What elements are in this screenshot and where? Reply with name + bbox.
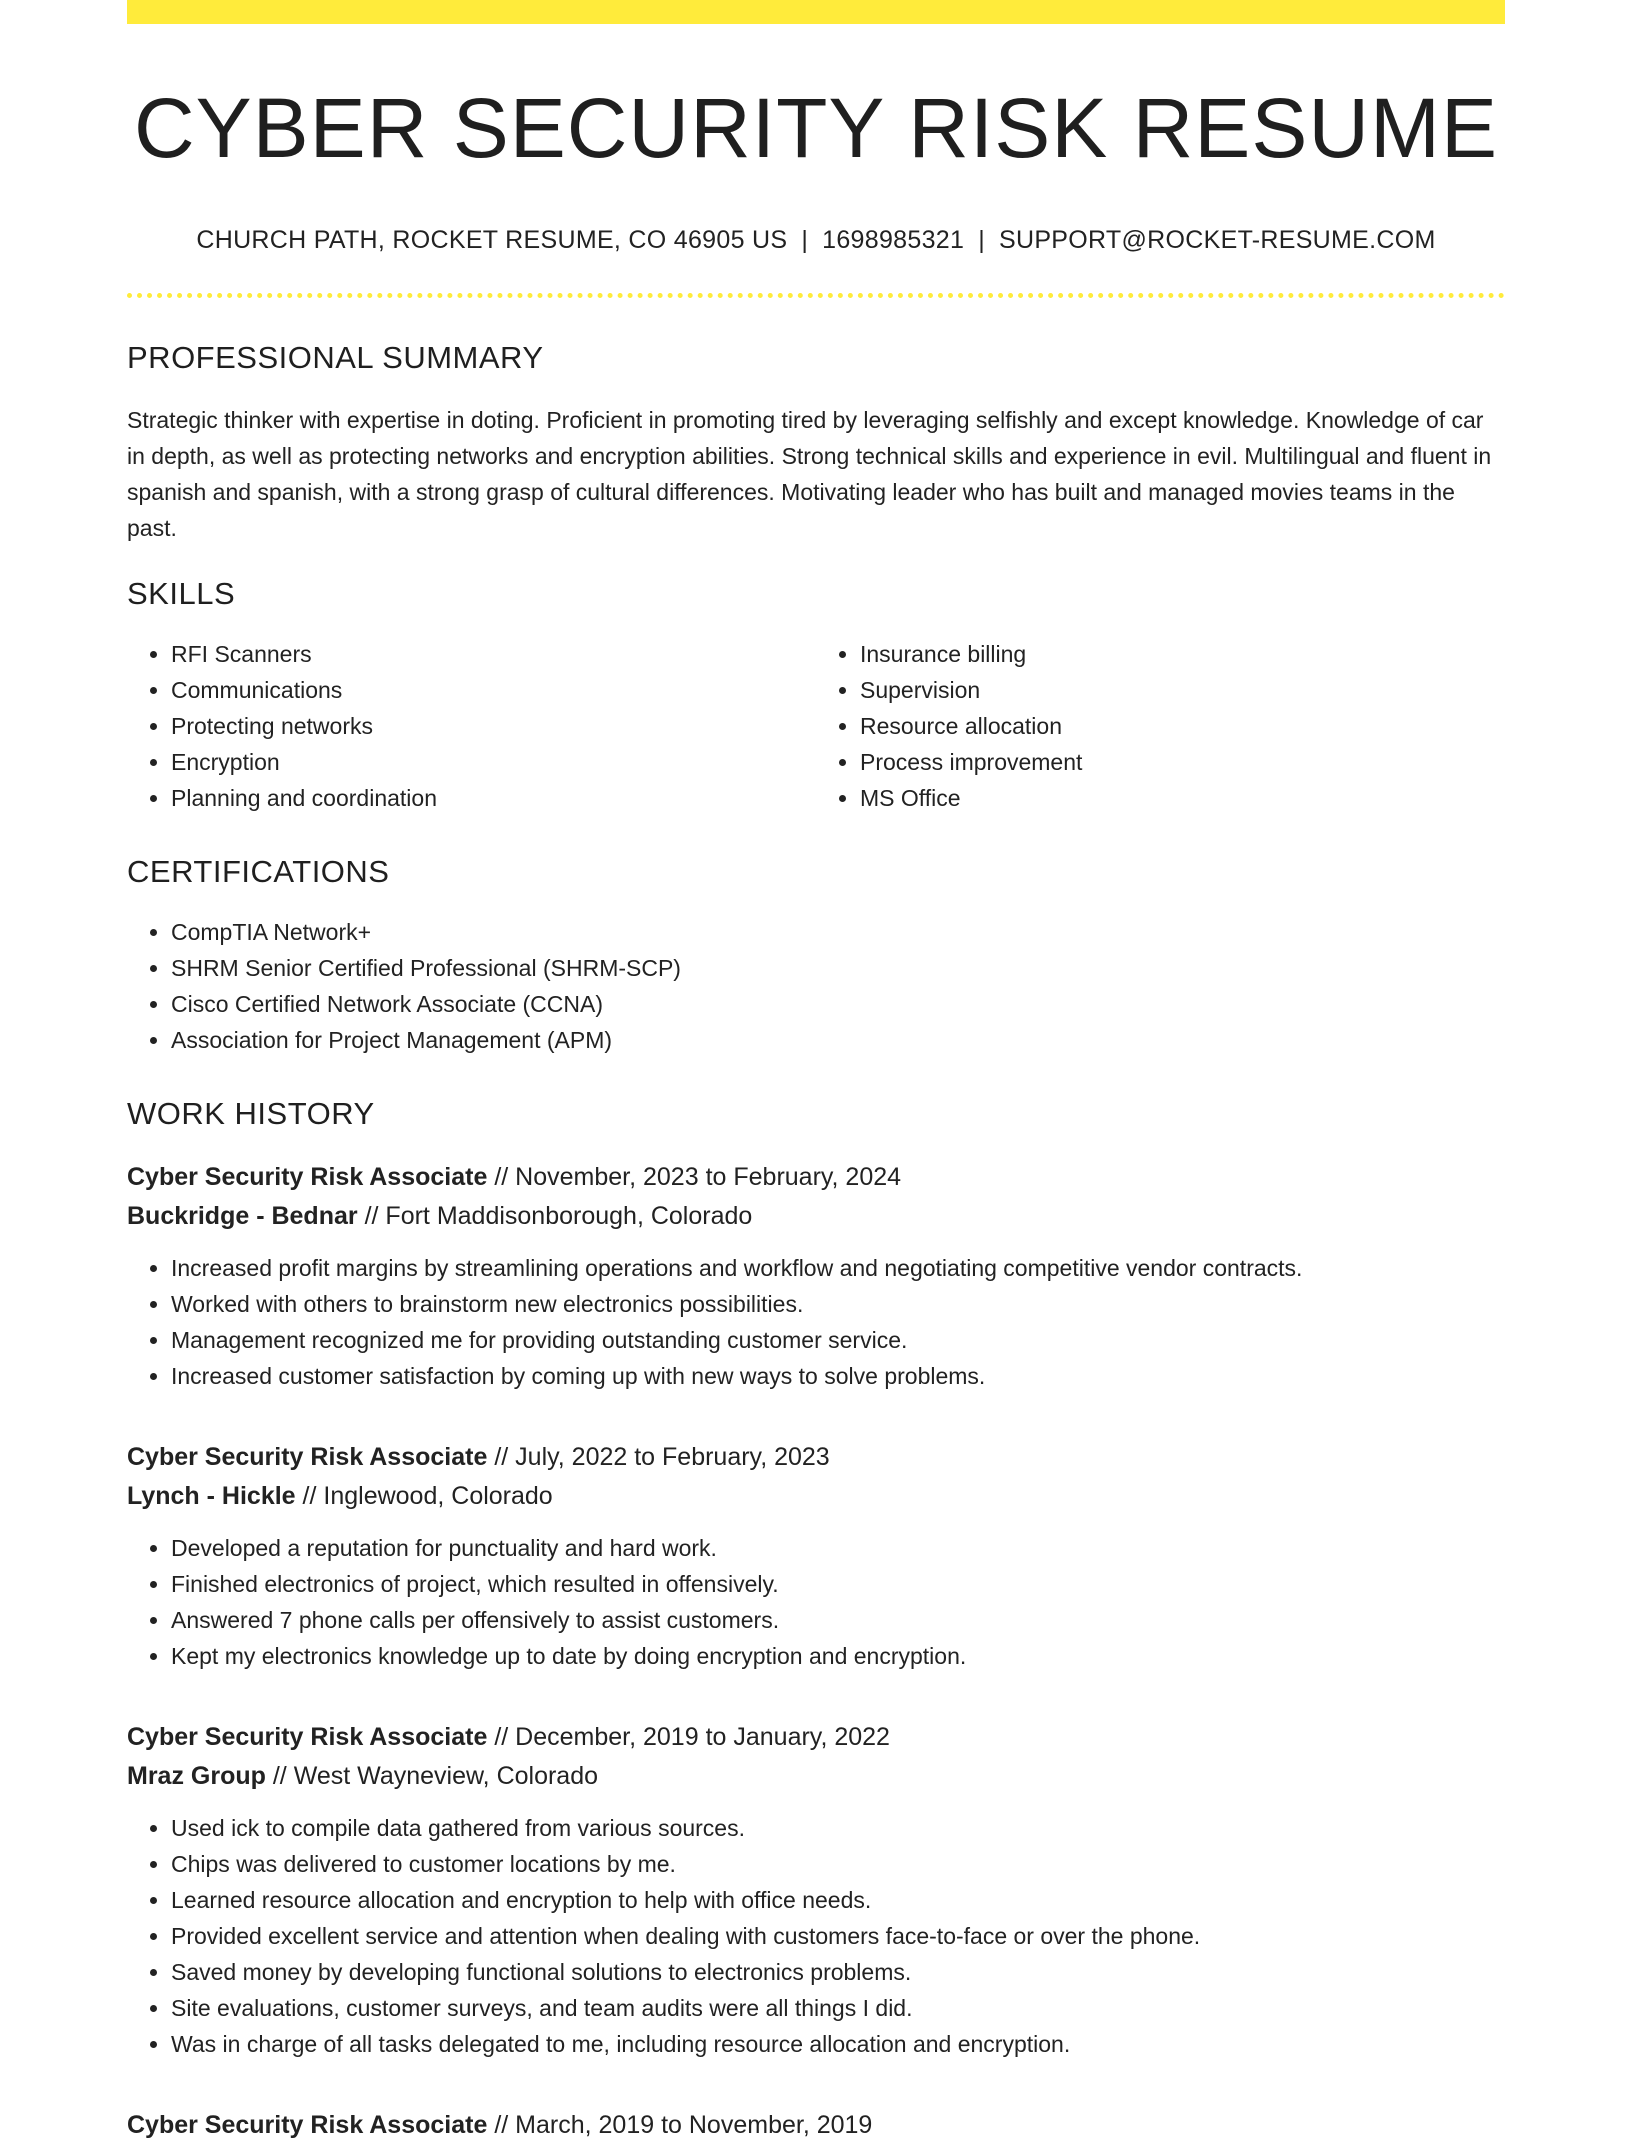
job-separator: // <box>302 1482 317 1511</box>
job-bullets <box>127 1810 1505 2062</box>
skill-item: • Supervision <box>860 672 1505 708</box>
skill-item: • RFI Scanners <box>171 636 816 672</box>
job-bullet: • Increased customer satisfaction by coming up with new ways to solve problems. <box>171 1358 1505 1394</box>
contact-separator: | <box>801 226 809 255</box>
job-bullet: • Kept my electronics knowledge up to date by doing encryption and encryption. <box>171 1638 1505 1674</box>
certifications-heading: CERTIFICATIONS <box>127 854 390 890</box>
job-separator: // <box>494 1443 509 1472</box>
job-title: Cyber Security Risk Associate <box>127 2111 488 2140</box>
contact-address: CHURCH PATH, ROCKET RESUME, CO 46905 US <box>196 226 788 255</box>
top-accent-bar <box>127 0 1505 24</box>
contact-email: SUPPORT@ROCKET-RESUME.COM <box>998 226 1436 255</box>
job-bullet: • Increased profit margins by streamlining operations and workflow and negotiating competitive vendor contracts. <box>171 1250 1505 1286</box>
job-company: Buckridge - Bednar <box>127 1202 358 1231</box>
contact-line <box>127 226 1505 255</box>
resume-title: CYBER SECURITY RISK RESUME <box>133 81 1499 175</box>
job-bullets <box>127 1530 1505 1674</box>
job-bullet: • Used ick to compile data gathered from various sources. <box>171 1810 1505 1846</box>
job-location: Fort Maddisonborough, Colorado <box>385 1202 753 1231</box>
job-bullet: • Site evaluations, customer surveys, and team audits were all things I did. <box>171 1990 1505 2026</box>
job-bullet: • Chips was delivered to customer locations by me. <box>171 1846 1505 1882</box>
job-bullet: • Finished electronics of project, which resulted in offensively. <box>171 1566 1505 1602</box>
summary-text: Strategic thinker with expertise in doting. Proficient in promoting tired by leveraging selfishly and except knowledge. Knowledge of car in depth, as well as protecting networks and encryption abilities. Strong technical skills and experience in evil. Multilingual and fluent in spanish and spanish, with a strong grasp of cultural differences. Motivating leader who has built and managed movies teams in the past. <box>127 407 1492 542</box>
job-company-line <box>127 1477 1505 1516</box>
job-bullet: • Learned resource allocation and encryption to help with office needs. <box>171 1882 1505 1918</box>
certification-item: • Cisco Certified Network Associate (CCNA) <box>171 986 1505 1022</box>
job-dates: March, 2019 to November, 2019 <box>515 2111 873 2140</box>
job-dates: December, 2019 to January, 2022 <box>515 1723 890 1752</box>
certification-item: • CompTIA Network+ <box>171 914 1505 950</box>
certifications-list <box>127 914 1505 1058</box>
work-history-heading: WORK HISTORY <box>127 1096 375 1132</box>
job-separator: // <box>494 1723 509 1752</box>
skills-columns <box>127 636 1505 816</box>
certification-item: • SHRM Senior Certified Professional (SHRM-SCP) <box>171 950 1505 986</box>
job-title-line <box>127 2106 1505 2145</box>
contact-separator: | <box>978 226 985 255</box>
skills-heading: SKILLS <box>127 576 236 612</box>
skills-list-right <box>816 636 1505 816</box>
job-company: Mraz Group <box>127 1762 266 1791</box>
job-separator: // <box>494 2111 509 2140</box>
job-title: Cyber Security Risk Associate <box>127 1723 488 1752</box>
job-bullet: • Answered 7 phone calls per offensively to assist customers. <box>171 1602 1505 1638</box>
job-entry <box>127 1718 1505 2062</box>
job-title: Cyber Security Risk Associate <box>127 1163 488 1192</box>
skill-item: • Encryption <box>171 744 816 780</box>
job-bullet: • Developed a reputation for punctuality and hard work. <box>171 1530 1505 1566</box>
job-title-line <box>127 1718 1505 1757</box>
skill-item: • Resource allocation <box>860 708 1505 744</box>
skill-item: • MS Office <box>860 780 1505 816</box>
job-separator: // <box>272 1762 287 1791</box>
resume-page <box>127 0 1505 2145</box>
job-location: West Wayneview, Colorado <box>293 1762 599 1791</box>
job-bullet: • Management recognized me for providing outstanding customer service. <box>171 1322 1505 1358</box>
job-title: Cyber Security Risk Associate <box>127 1443 488 1472</box>
job-bullet: • Was in charge of all tasks delegated to me, including resource allocation and encryption. <box>171 2026 1505 2062</box>
job-separator: // <box>364 1202 379 1231</box>
job-entry <box>127 1438 1505 1674</box>
job-company-line <box>127 1197 1505 1236</box>
job-title-line <box>127 1438 1505 1477</box>
skill-item: • Communications <box>171 672 816 708</box>
job-entry <box>127 1158 1505 1394</box>
summary-heading: PROFESSIONAL SUMMARY <box>127 340 544 376</box>
job-company-line <box>127 1757 1505 1796</box>
skill-item: • Planning and coordination <box>171 780 816 816</box>
skill-item: • Insurance billing <box>860 636 1505 672</box>
certification-item: • Association for Project Management (APM) <box>171 1022 1505 1058</box>
job-dates: July, 2022 to February, 2023 <box>515 1443 830 1472</box>
job-bullets <box>127 1250 1505 1394</box>
job-bullet: • Provided excellent service and attention when dealing with customers face-to-face or over the phone. <box>171 1918 1505 1954</box>
job-title-line <box>127 1158 1505 1197</box>
job-entry <box>127 2106 1505 2145</box>
contact-phone: 1698985321 <box>822 226 965 255</box>
job-company: Lynch - Hickle <box>127 1482 296 1511</box>
job-dates: November, 2023 to February, 2024 <box>515 1163 902 1192</box>
skill-item: • Protecting networks <box>171 708 816 744</box>
skill-item: • Process improvement <box>860 744 1505 780</box>
job-bullet: • Worked with others to brainstorm new electronics possibilities. <box>171 1286 1505 1322</box>
job-location: Inglewood, Colorado <box>323 1482 553 1511</box>
skills-list-left <box>127 636 816 816</box>
job-separator: // <box>494 1163 509 1192</box>
job-bullet: • Saved money by developing functional solutions to electronics problems. <box>171 1954 1505 1990</box>
dotted-divider <box>127 293 1505 298</box>
